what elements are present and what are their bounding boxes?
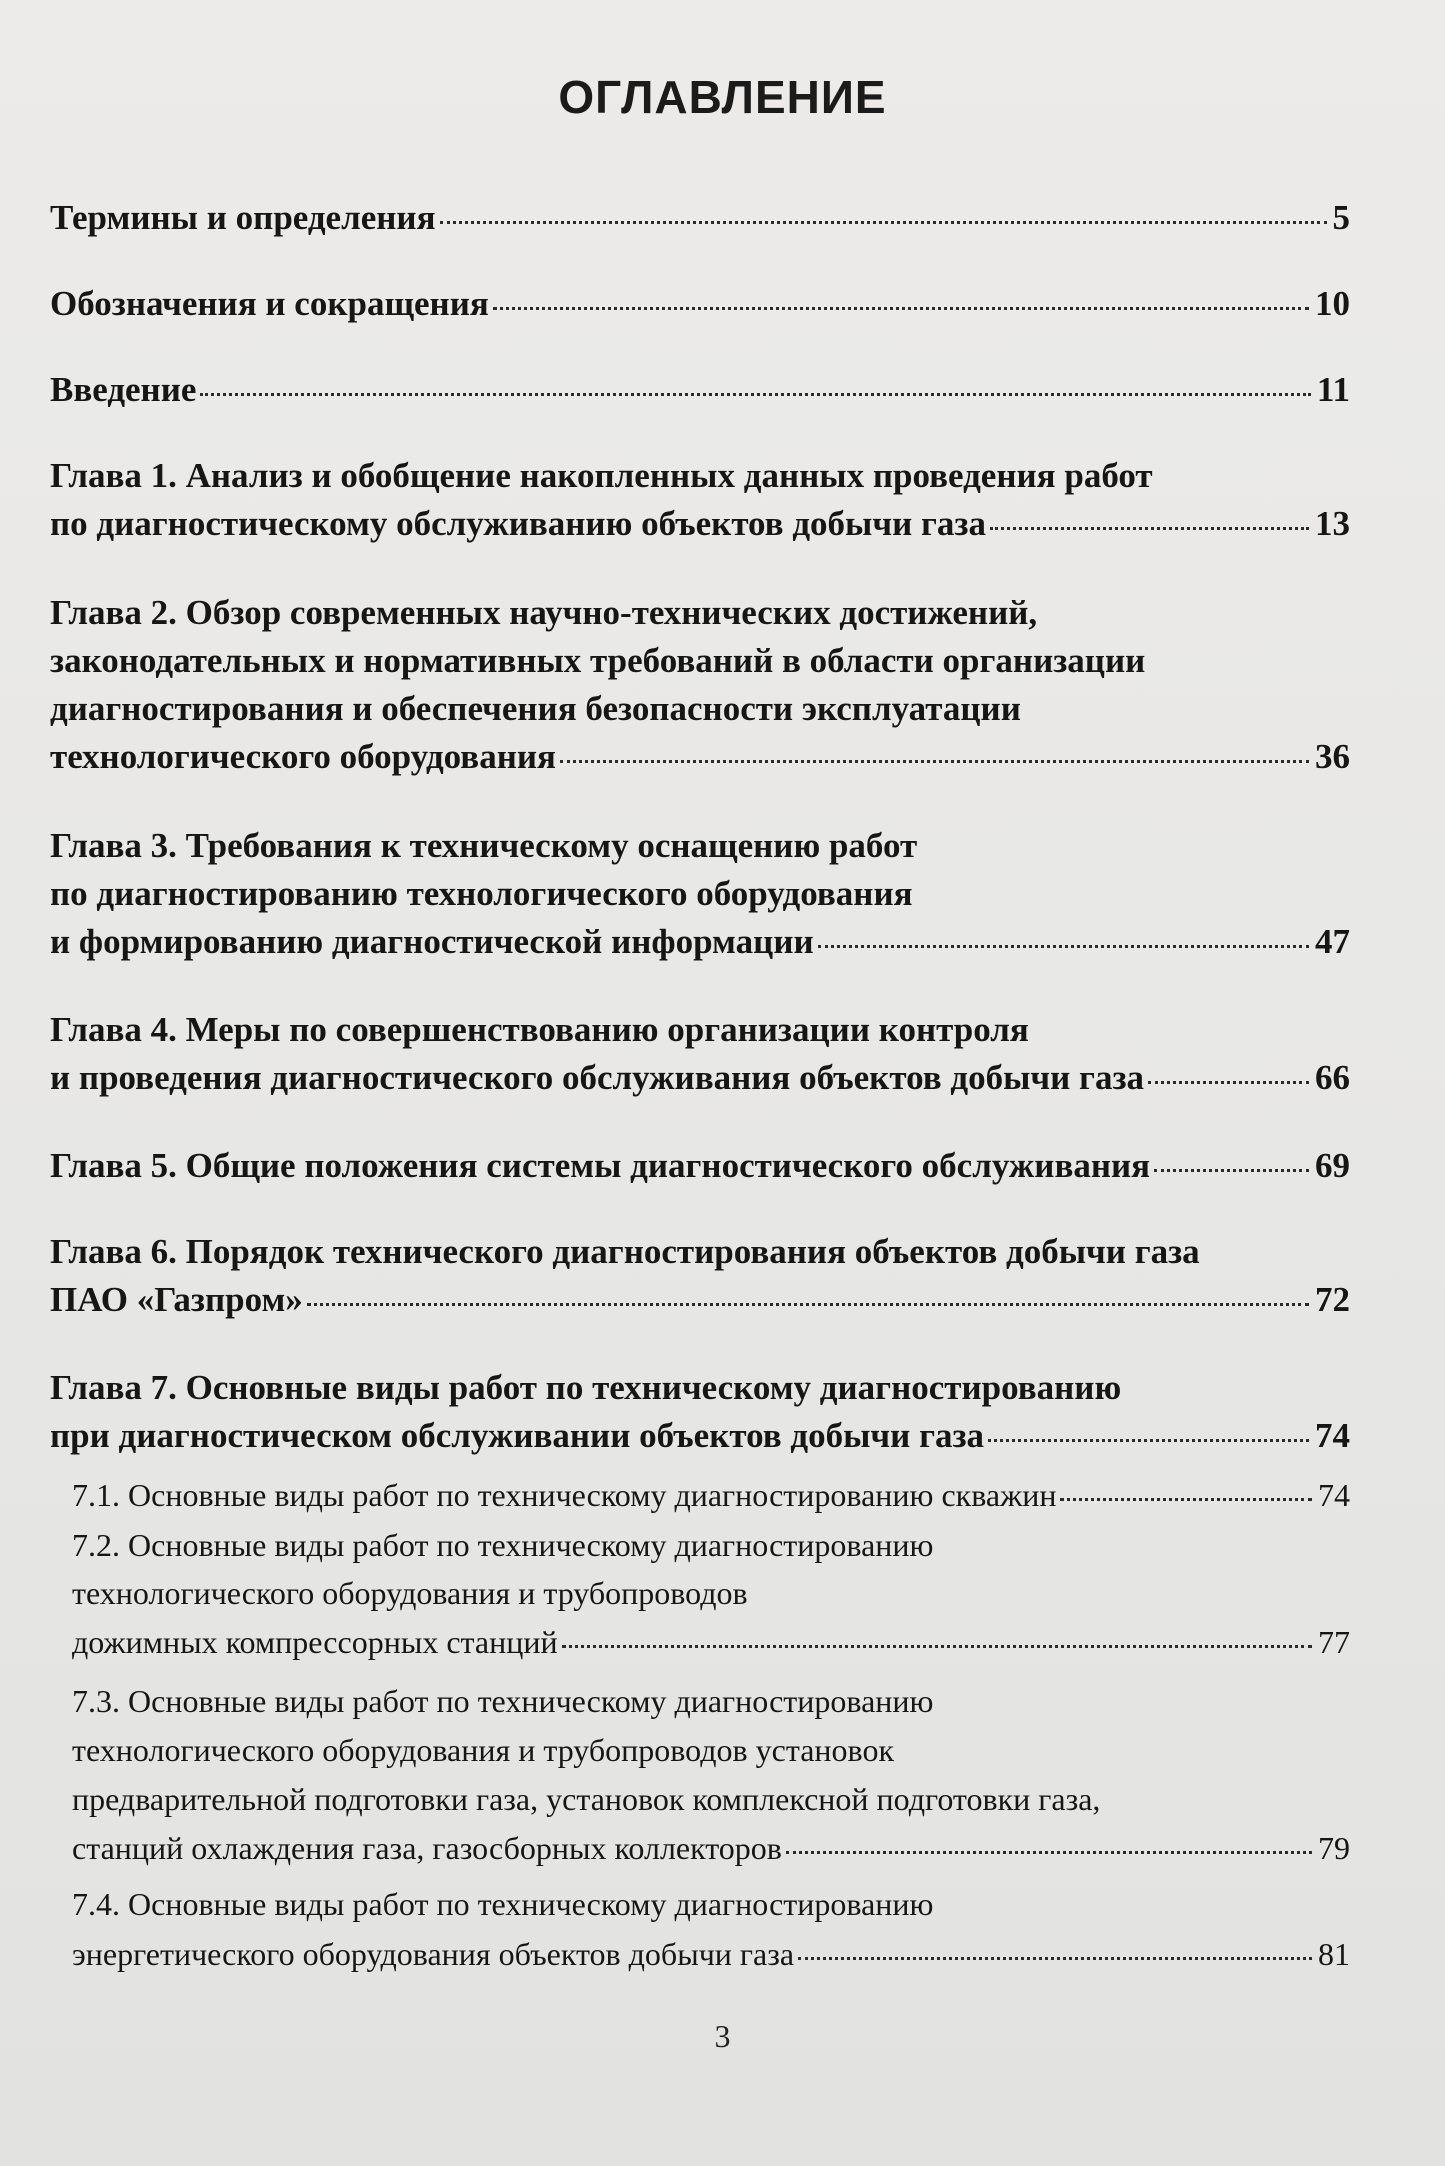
toc-entry-text: Введение (50, 370, 197, 409)
toc-entry-line (50, 198, 1350, 238)
toc-entry-text: Глава 6. Порядок технического диагностирования объектов добычи газа (50, 1232, 1200, 1271)
toc-entry-text: 7.1. Основные виды работ по техническому диагностированию скважин (72, 1477, 1057, 1513)
toc-entry-text: Глава 7. Основные виды работ по техническому диагностированию (50, 1368, 1122, 1407)
toc-subentry-line (72, 1527, 933, 1564)
toc-page-number: 11 (1316, 370, 1350, 409)
toc-subentry-line (72, 1936, 1350, 1973)
toc-entry-text: Глава 2. Обзор современных научно-технических достижений, (50, 593, 1038, 632)
toc-entry-line (50, 1010, 1029, 1050)
toc-page-number: 47 (1315, 922, 1350, 961)
dot-leader (307, 1303, 1309, 1306)
toc-subentry-line (72, 1683, 933, 1720)
toc-entry-text: Термины и определения (50, 198, 436, 237)
toc-entry-text: Глава 4. Меры по совершенствованию организации контроля (50, 1010, 1029, 1049)
toc-entry-text: по диагностированию технологического оборудования (50, 874, 913, 913)
toc-page-number: 77 (1318, 1624, 1350, 1660)
toc-subentry-line (72, 1830, 1350, 1867)
toc-entry-text: ПАО «Газпром» (50, 1280, 303, 1319)
toc-entry-line (50, 874, 913, 914)
toc-entry-line (50, 370, 1350, 410)
toc-entry-text: технологического оборудования (50, 737, 556, 776)
dot-leader (798, 1957, 1312, 1960)
toc-entry-text: технологического оборудования и трубопроводов (72, 1575, 748, 1611)
dot-leader (562, 1645, 1312, 1648)
toc-page-number: 13 (1315, 504, 1350, 543)
toc-page-number: 66 (1315, 1058, 1350, 1097)
dot-leader (1154, 1169, 1309, 1172)
dot-leader (988, 1439, 1309, 1442)
toc-entry-line (50, 1416, 1350, 1456)
toc-entry-line (50, 826, 917, 866)
toc-subentry-line (72, 1575, 748, 1612)
dot-leader (440, 221, 1327, 224)
toc-entry-text: и проведения диагностического обслуживания объектов добычи газа (50, 1058, 1145, 1097)
toc-entry-line (50, 284, 1350, 324)
toc-entry-text: станций охлаждения газа, газосборных коллекторов (72, 1830, 782, 1866)
toc-subentry-line (72, 1624, 1350, 1661)
toc-entry-text: Глава 1. Анализ и обобщение накопленных данных проведения работ (50, 456, 1153, 495)
toc-entry-text: законодательных и нормативных требований в области организации (50, 641, 1146, 680)
toc-page-number: 72 (1315, 1280, 1350, 1319)
toc-entry-text: Обозначения и сокращения (50, 284, 489, 323)
dot-leader (818, 945, 1309, 948)
toc-entry-text: по диагностическому обслуживанию объектов добычи газа (50, 504, 986, 543)
toc-page-number: 74 (1318, 1477, 1350, 1513)
toc-page-number: 36 (1315, 737, 1350, 776)
dot-leader (786, 1851, 1312, 1854)
toc-entry-text: Глава 3. Требования к техническому оснащению работ (50, 826, 918, 865)
toc-entry-text: 7.4. Основные виды работ по техническому диагностированию (72, 1886, 934, 1922)
toc-entry-text: 7.3. Основные виды работ по техническому диагностированию (72, 1683, 934, 1719)
toc-entry-text: при диагностическом обслуживании объектов добычи газа (50, 1416, 985, 1455)
toc-entry-text: Глава 5. Общие положения системы диагностического обслуживания (50, 1146, 1151, 1185)
toc-page-number: 81 (1318, 1936, 1350, 1972)
toc-page-number: 10 (1315, 284, 1350, 323)
toc-entry-text: дожимных компрессорных станций (72, 1624, 558, 1660)
toc-entry-line (50, 1368, 1121, 1408)
toc-entry-text: 7.2. Основные виды работ по техническому диагностированию (72, 1527, 934, 1563)
toc-subentry-line (72, 1886, 933, 1923)
toc-entry-line (50, 737, 1350, 777)
toc-entry-line (50, 922, 1350, 962)
dot-leader (990, 527, 1309, 530)
dot-leader (200, 393, 1310, 396)
dot-leader (1148, 1081, 1309, 1084)
page-number: 3 (714, 2018, 731, 2054)
page-title: ОГЛАВЛЕНИЕ (558, 71, 887, 123)
dot-leader (1060, 1498, 1312, 1501)
toc-subentry-line (72, 1781, 1100, 1818)
toc-subentry-line (72, 1732, 894, 1769)
toc-page-number: 69 (1315, 1146, 1350, 1185)
toc-entry-text: предварительной подготовки газа, установок комплексной подготовки газа, (72, 1781, 1101, 1817)
toc-entry-line (50, 593, 1037, 633)
toc-page-number: 74 (1315, 1416, 1350, 1455)
toc-page-number: 5 (1332, 198, 1350, 237)
toc-entry-line (50, 1146, 1350, 1186)
toc-subentry-line (72, 1477, 1350, 1514)
dot-leader (493, 307, 1309, 310)
toc-entry-line (50, 456, 1153, 496)
toc-entry-line (50, 1058, 1350, 1098)
toc-entry-text: технологического оборудования и трубопроводов установок (72, 1732, 894, 1768)
toc-page-number: 79 (1318, 1830, 1350, 1866)
toc-entry-text: и формированию диагностической информации (50, 922, 814, 961)
toc-entry-line (50, 1232, 1200, 1272)
toc-entry-text: диагностирования и обеспечения безопасности эксплуатации (50, 689, 1021, 728)
toc-entry-line (50, 1280, 1350, 1320)
toc-entry-line (50, 689, 1021, 729)
toc-entry-line (50, 504, 1350, 544)
dot-leader (560, 760, 1309, 763)
toc-entry-line (50, 641, 1145, 681)
toc-entry-text: энергетического оборудования объектов добычи газа (72, 1936, 795, 1972)
